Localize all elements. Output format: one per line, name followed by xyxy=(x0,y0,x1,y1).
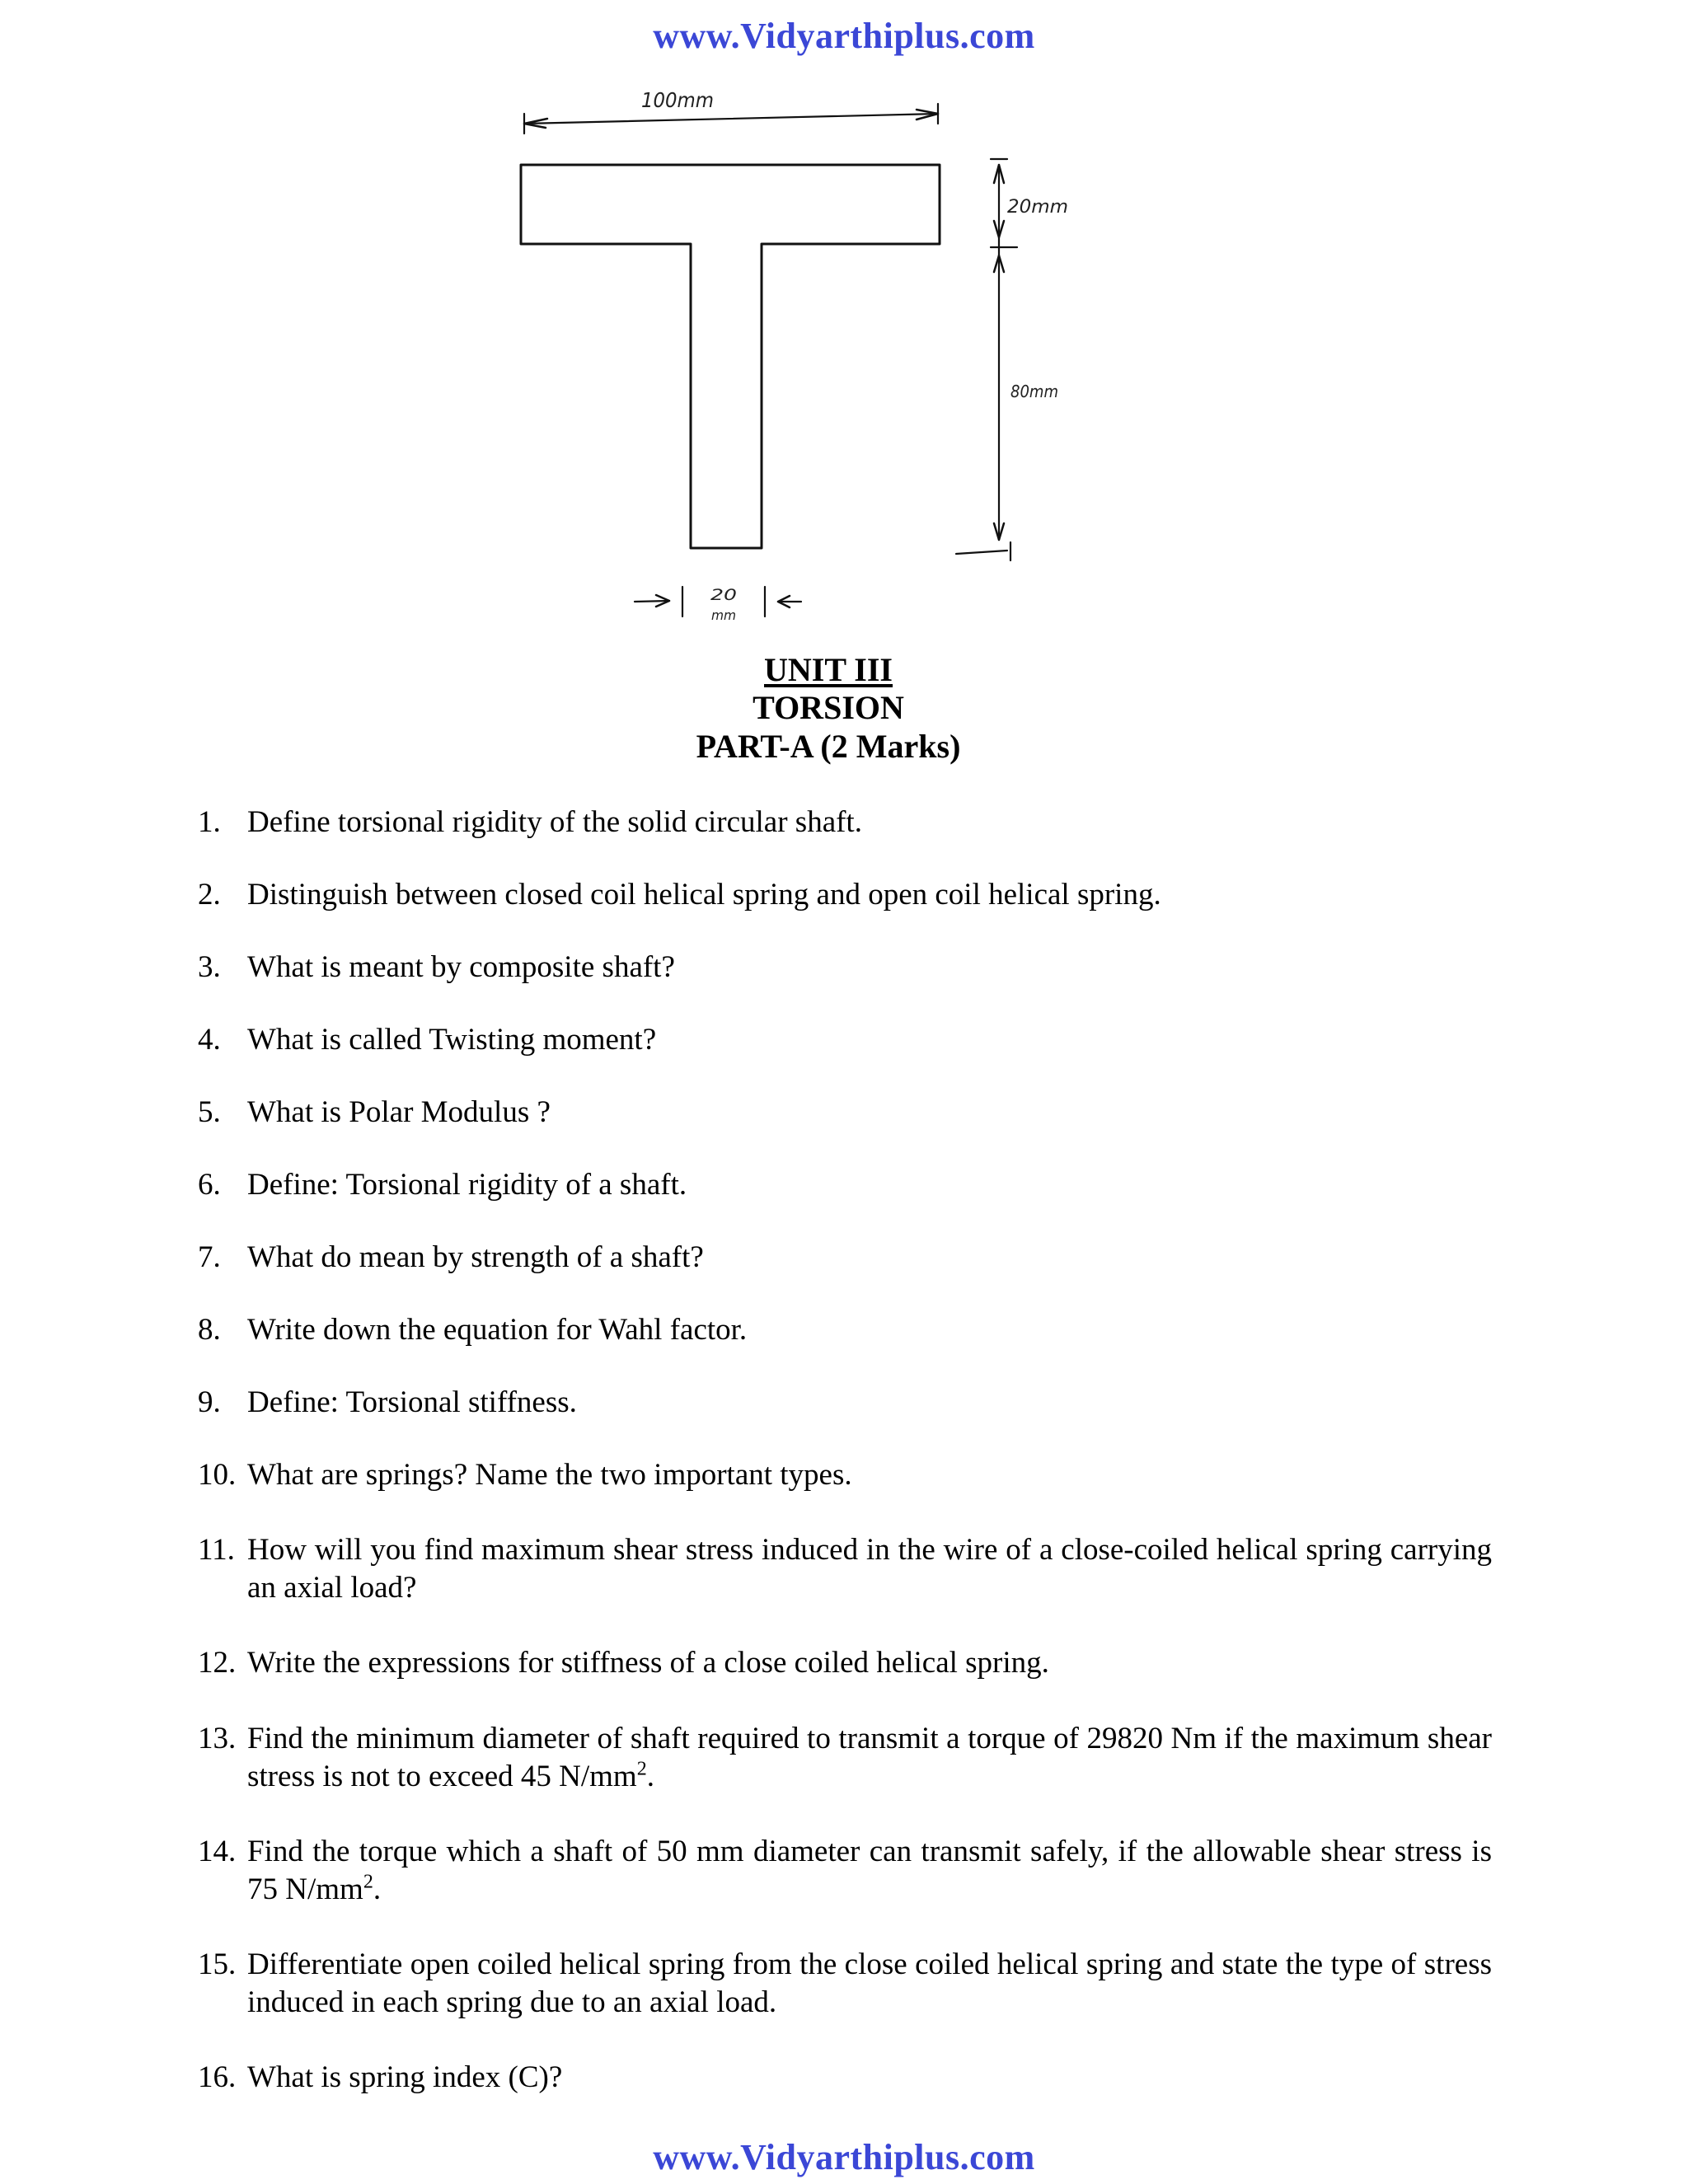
question-text: Write the expressions for stiffness of a close coiled helical spring. xyxy=(247,1646,1049,1680)
web-width-label-bottom: mm xyxy=(711,607,736,623)
question-item xyxy=(198,1833,1492,1909)
question-text: Define: Torsional rigidity of a shaft. xyxy=(247,1168,687,1202)
question-item xyxy=(198,1456,1492,1494)
site-url-header[interactable]: www.Vidyarthiplus.com xyxy=(653,16,1035,56)
t-section-outline xyxy=(521,165,940,548)
question-item xyxy=(198,1094,1492,1132)
question-item xyxy=(198,1021,1492,1059)
t-section-figure xyxy=(0,0,1688,643)
question-text: Find the minimum diameter of shaft required to transmit a torque of 29820 Nm if the maximum shear stress is not to exceed 45 N/mm xyxy=(247,1722,1492,1793)
question-number: 4. xyxy=(198,1023,221,1057)
question-number: 13. xyxy=(198,1722,237,1755)
question-number: 8. xyxy=(198,1313,221,1347)
question-text: Define: Torsional stiffness. xyxy=(247,1385,577,1419)
question-item xyxy=(198,1239,1492,1277)
question-item xyxy=(198,1644,1492,1682)
flange-depth-label: 20mm xyxy=(1007,197,1068,218)
question-item xyxy=(198,804,1492,841)
question-text-main xyxy=(247,1722,1492,1793)
web-height-label: 80mm xyxy=(1010,382,1058,401)
site-url-footer[interactable]: www.Vidyarthiplus.com xyxy=(653,2137,1035,2177)
web-width-label-top: 20 xyxy=(710,586,737,604)
question-number: 15. xyxy=(198,1947,237,1981)
question-text-after: . xyxy=(373,1872,382,1906)
question-item xyxy=(198,1384,1492,1422)
question-text: What is Polar Modulus ? xyxy=(247,1095,551,1129)
question-item xyxy=(198,876,1492,914)
question-number: 14. xyxy=(198,1835,237,1868)
question-item xyxy=(198,1531,1492,1607)
question-item xyxy=(198,1946,1492,2022)
question-item xyxy=(198,1166,1492,1204)
question-text: Write down the equation for Wahl factor. xyxy=(247,1313,748,1347)
question-text: Differentiate open coiled helical spring from the close coiled helical spring and state the type of stress induced in each spring due to an axial load. xyxy=(247,1947,1492,2019)
question-text: What is meant by composite shaft? xyxy=(247,950,675,984)
question-number: 1. xyxy=(198,805,221,839)
question-item xyxy=(198,1311,1492,1349)
question-number: 6. xyxy=(198,1168,221,1202)
unit-title: UNIT III xyxy=(764,651,893,688)
question-number: 5. xyxy=(198,1095,221,1129)
question-item xyxy=(198,2059,1492,2097)
question-text-main xyxy=(247,1835,1492,1906)
question-text: Find the torque which a shaft of 50 mm diameter can transmit safely, if the allowable shear stress is 75 N/mm xyxy=(247,1835,1492,1906)
question-text: Distinguish between closed coil helical spring and open coil helical spring. xyxy=(247,878,1161,912)
question-text: What is spring index (C)? xyxy=(247,2060,563,2094)
superscript: 2 xyxy=(363,1871,373,1893)
question-number: 3. xyxy=(198,950,221,984)
question-item xyxy=(198,1720,1492,1796)
question-text: What is called Twisting moment? xyxy=(247,1023,657,1057)
superscript: 2 xyxy=(636,1758,647,1780)
question-text: What are springs? Name the two important types. xyxy=(247,1458,852,1492)
question-number: 9. xyxy=(198,1385,221,1419)
right-dimension-line xyxy=(956,159,1017,560)
question-number: 12. xyxy=(198,1646,237,1680)
question-text: What do mean by strength of a shaft? xyxy=(247,1240,704,1274)
question-text: Define torsional rigidity of the solid circular shaft. xyxy=(247,805,862,839)
question-number: 7. xyxy=(198,1240,221,1274)
top-dimension-line xyxy=(524,104,938,134)
part-title: PART-A (2 Marks) xyxy=(696,728,961,765)
question-number: 16. xyxy=(198,2060,237,2094)
question-number: 2. xyxy=(198,878,221,912)
question-text-after: . xyxy=(646,1760,654,1793)
question-text: How will you find maximum shear stress induced in the wire of a close-coiled helical spring carrying an axial load? xyxy=(247,1533,1492,1605)
flange-width-label: 100mm xyxy=(641,88,714,112)
question-number: 11. xyxy=(198,1533,235,1567)
topic-title: TORSION xyxy=(753,689,904,726)
question-list xyxy=(198,804,1492,2097)
question-number: 10. xyxy=(198,1458,237,1492)
question-item xyxy=(198,949,1492,987)
